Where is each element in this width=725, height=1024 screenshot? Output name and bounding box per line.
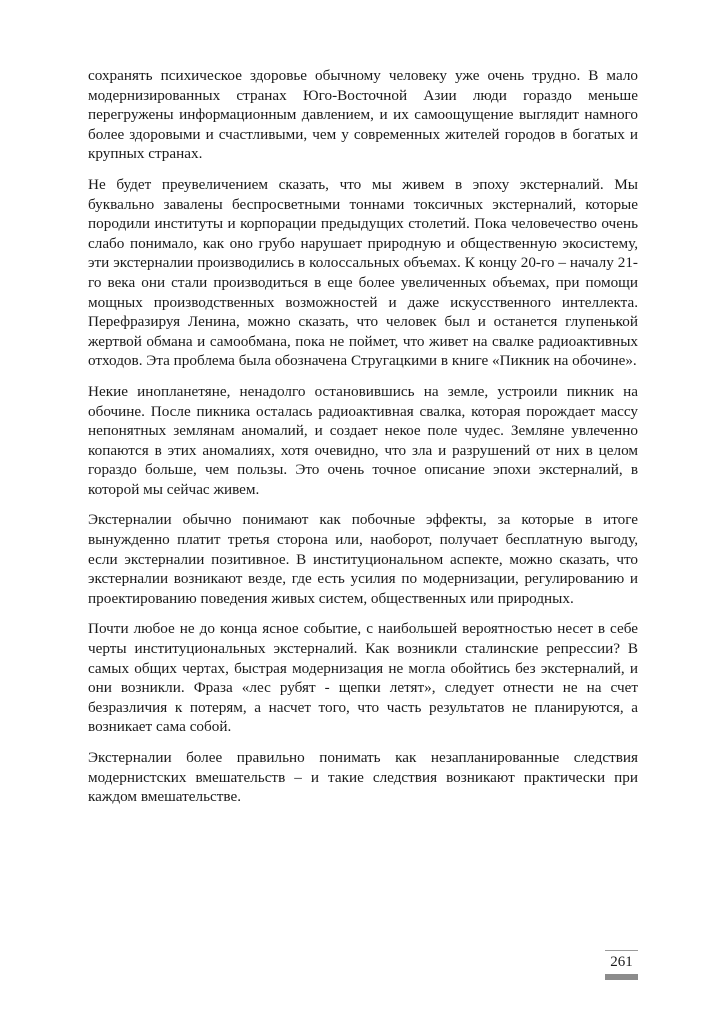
paragraph-4: Экстерналии обычно понимают как побочные эффекты, за которые в итоге вынужденно платит третья сторона или, наоборот, получает бесплатную выгоду, если экстерналии позитивное. В институциональном аспекте, можно сказать, что экстерналии возникают везде, где есть усилия по модернизации, регулированию и проектированию поведения живых систем, общественных или природных. — [88, 511, 638, 607]
paragraph-1: сохранять психическое здоровье обычному человеку уже очень трудно. В мало модернизированных странах Юго-Восточной Азии люди гораздо меньше перегружены информационным давлением, и их самоощущение выглядит намного более здоровыми и счастливыми, чем у современных жителей городов в богатых и крупных странах. — [88, 67, 638, 163]
paragraph-6: Экстерналии более правильно понимать как незапланированные следствия модернистских вмешательств – и такие следствия возникают практически при каждом вмешательстве. — [88, 749, 638, 806]
page-number-rule — [605, 950, 638, 951]
paragraph-5: Почти любое не до конца ясное событие, с наибольшей вероятностью несет в себе черты институциональных экстерналий. Как возникли сталинские репрессии? В самых общих чертах, быстрая модернизация не могла обойтись без экстерналий, и они возникли. Фраза «лес рубят - щепки летят», следует отнести не на счет безразличия к потерям, а насчет того, что часть результатов не планируются, а возникает сама собой. — [88, 620, 638, 736]
paragraph-2: Не будет преувеличением сказать, что мы живем в эпоху экстерналий. Мы буквально завалены беспросветными тоннами токсичных экстерналий, которые породили институты и корпорации предыдущих столетий. Пока человечество очень слабо понимало, как оно грубо нарушает природную и общественную экосистему, эти экстерналии производились в колоссальных объемах. К концу 20-го – началу 21-го века они стали производиться в еще более увеличенных объемах, при помощи мощных производственных возможностей и даже искусственного интеллекта. Перефразируя Ленина, можно сказать, что человек был и останется глупенькой жертвой обмана и самообмана, пока не поймет, что живет на свалке радиоактивных отходов. Эта проблема была обозначена Стругацкими в книге «Пикник на обочине». — [88, 175, 638, 370]
paragraph-3: Некие инопланетяне, ненадолго остановившись на земле, устроили пикник на обочине. После пикника осталась радиоактивная свалка, которая порождает массу непонятных землянам аномалий, и создает некое поле чудес. Земляне увлеченно копаются в этих аномалиях, хотя очевидно, что зла и разрушений от них в целом гораздо больше, чем пользы. Это очень точное описание эпохи экстерналий, в которой мы сейчас живем. — [88, 382, 638, 498]
body-text — [88, 66, 638, 818]
page-number-bar — [605, 974, 638, 980]
page-number: 261 — [610, 954, 633, 970]
page-footer — [605, 950, 638, 980]
